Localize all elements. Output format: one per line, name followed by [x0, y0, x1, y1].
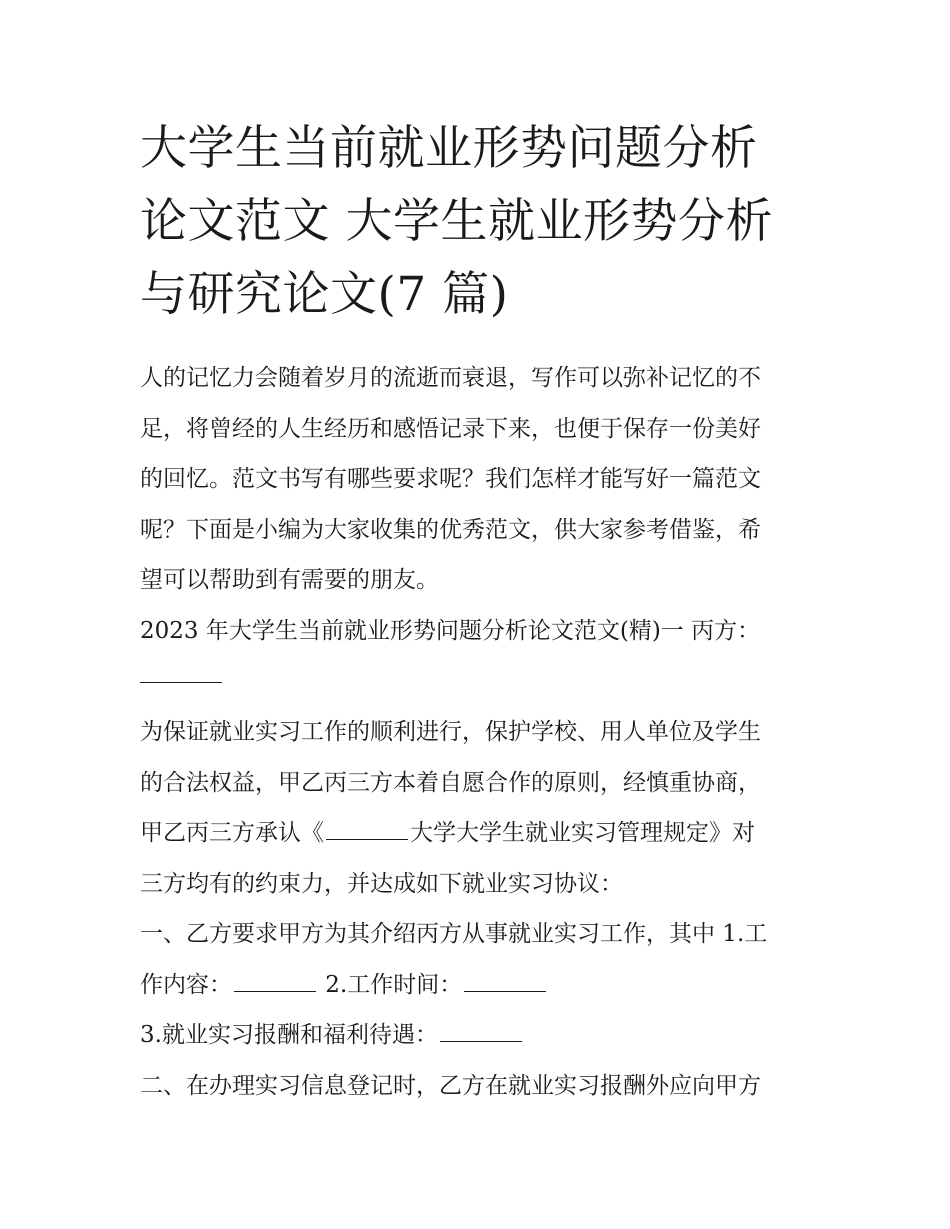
fill-in-blank	[326, 838, 408, 840]
clause-1-line-2-a: 作内容：	[140, 971, 232, 998]
clause-1-line-2-b: 2.工作时间：	[318, 971, 463, 998]
clause-2-line-1: 二、在办理实习信息登记时，乙方在就业实习报酬外应向甲方	[140, 1072, 761, 1099]
body-line-2: 的合法权益，甲乙丙三方本着自愿合作的原则，经慎重协商，	[140, 769, 761, 796]
body-line-3-post: 大学大学生就业实习管理规定》对	[410, 820, 755, 846]
intro-line-5: 望可以帮助到有需要的朋友。	[140, 567, 439, 593]
fill-in-blank	[440, 1040, 522, 1042]
body-line-3	[140, 808, 815, 859]
clause-1-line-2	[140, 960, 815, 1011]
clause-1-line-3	[140, 1010, 815, 1061]
clause-1-line-3-text: 3.就业实习报酬和福利待遇：	[140, 1022, 438, 1048]
section-heading: 2023 年大学生当前就业形势问题分析论文范文(精)一 丙方：	[140, 617, 761, 644]
document-page	[140, 112, 815, 1111]
intro-line-3: 的回忆。范文书写有哪些要求呢？我们怎样才能写好一篇范文	[140, 466, 761, 492]
intro-line-1: 人的记忆力会随着岁月的流逝而衰退，写作可以弥补记忆的不	[140, 365, 761, 391]
intro-line-4: 呢？下面是小编为大家收集的优秀范文，供大家参考借鉴，希	[140, 516, 761, 543]
document-title	[140, 112, 815, 331]
fill-in-blank	[234, 990, 316, 992]
clause-1-line-1: 一、乙方要求甲方为其介绍丙方从事就业实习工作，其中 1.工	[140, 921, 768, 947]
intro-line-2: 足，将曾经的人生经历和感悟记录下来，也便于保存一份美好	[140, 415, 761, 442]
fill-in-blank-line	[140, 656, 222, 683]
body-line-4: 三方均有的约束力，并达成如下就业实习协议：	[140, 870, 623, 897]
fill-in-blank	[464, 990, 546, 992]
body-line-3-pre: 甲乙丙三方承认《	[140, 820, 324, 846]
title-line-3: 与研究论文(7 篇)	[140, 267, 509, 322]
title-line-2: 论文范文 大学生就业形势分析	[140, 194, 773, 249]
body-line-1: 为保证就业实习工作的顺利进行，保护学校、用人单位及学生	[140, 719, 761, 745]
title-line-1: 大学生当前就业形势问题分析	[140, 121, 758, 176]
document-body	[140, 353, 815, 1111]
